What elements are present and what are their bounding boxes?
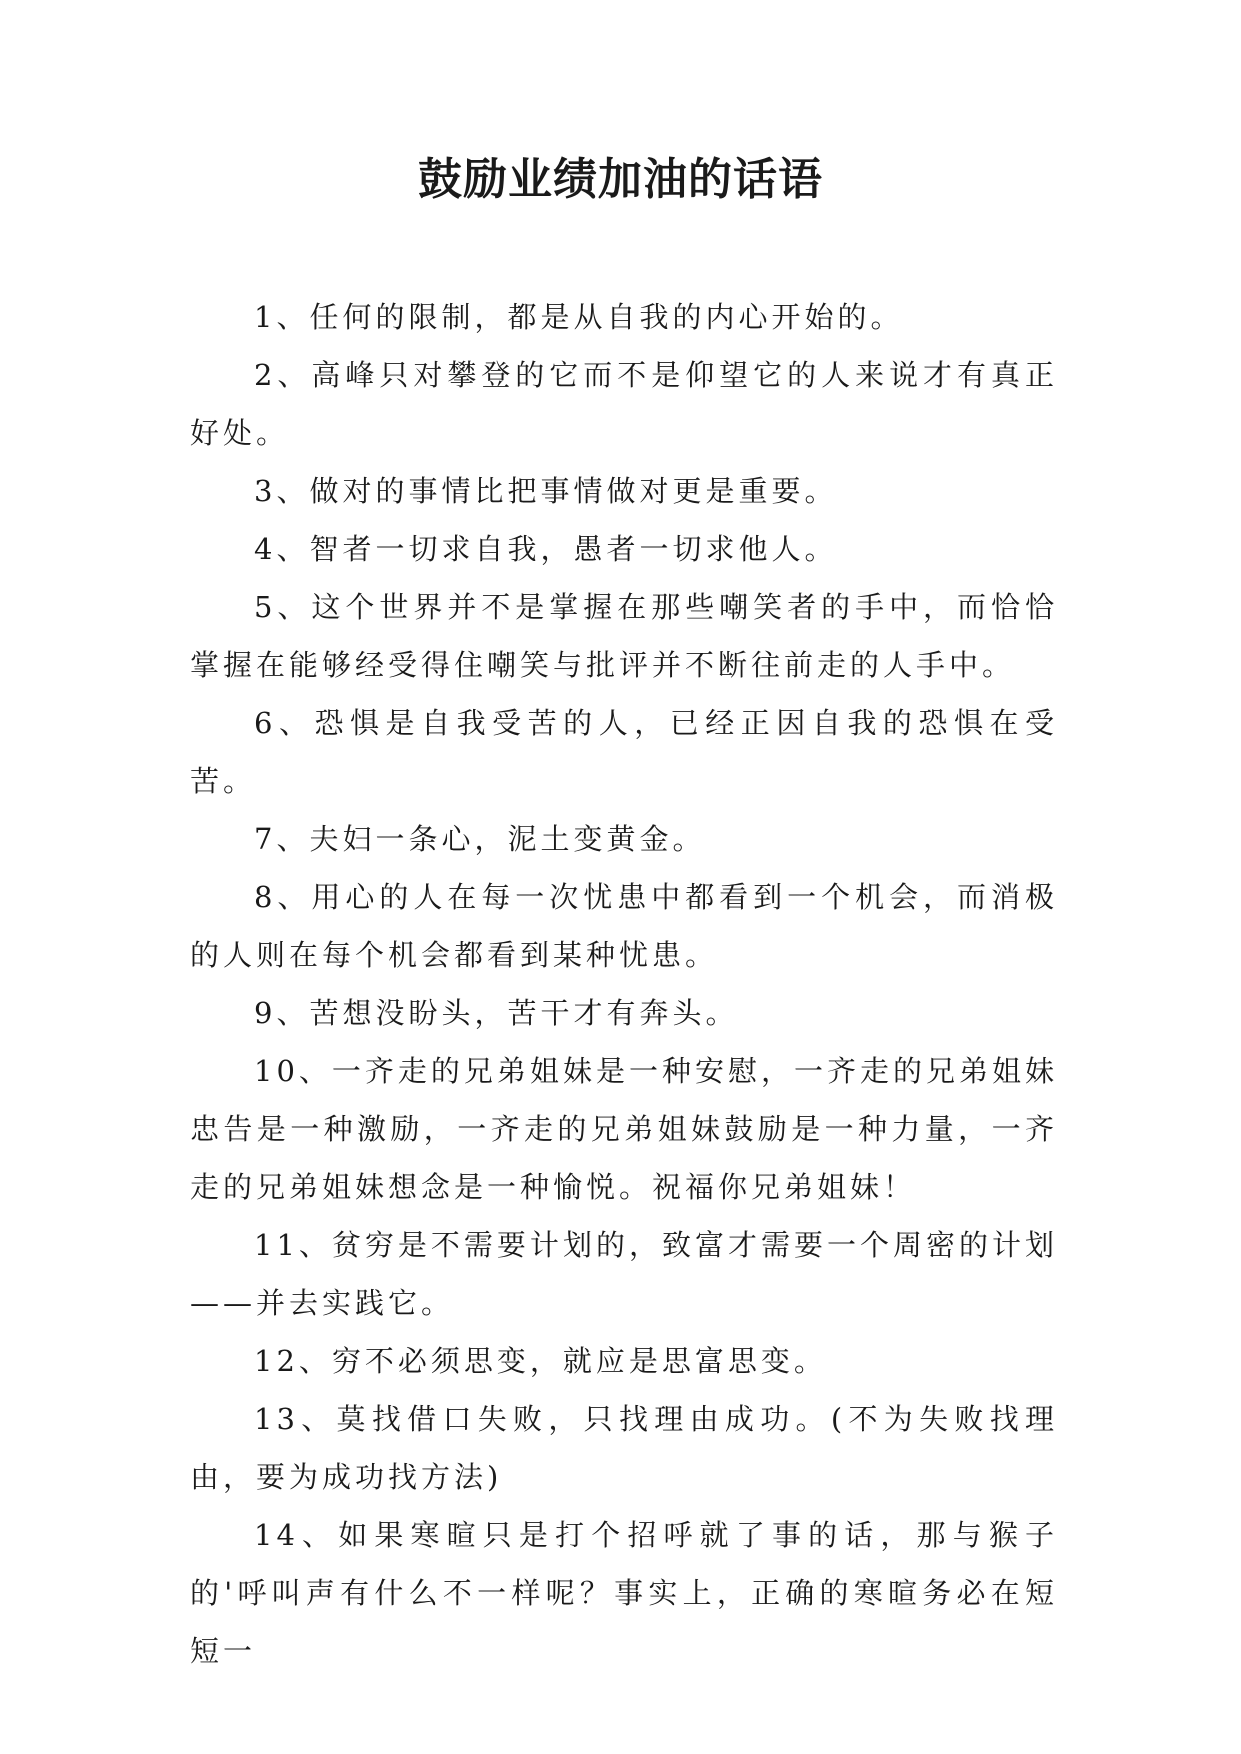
paragraph: 1、任何的限制，都是从自我的内心开始的。 [254, 300, 904, 334]
paragraph: 7、夫妇一条心，泥土变黄金。 [254, 822, 706, 856]
paragraph: 4、智者一切求自我，愚者一切求他人。 [254, 532, 838, 566]
paragraph: 5、这个世界并不是掌握在那些嘲笑者的手中，而恰恰掌握在能够经受得住嘲笑与批评并不断往前走的人手中。 [190, 590, 1058, 682]
paragraph: 10、一齐走的兄弟姐妹是一种安慰，一齐走的兄弟姐妹忠告是一种激励，一齐走的兄弟姐妹鼓励是一种力量，一齐走的兄弟姐妹想念是一种愉悦。祝福你兄弟姐妹！ [190, 1054, 1058, 1204]
paragraph: 8、用心的人在每一次忧患中都看到一个机会，而消极的人则在每个机会都看到某种忧患。 [190, 880, 1058, 972]
paragraph: 14、如果寒暄只是打个招呼就了事的话，那与猴子的'呼叫声有什么不一样呢？事实上，正确的寒暄务必在短短一 [190, 1518, 1058, 1668]
paragraph: 6、恐惧是自我受苦的人，已经正因自我的恐惧在受苦。 [190, 706, 1058, 798]
paragraph: 13、莫找借口失败，只找理由成功。(不为失败找理由，要为成功找方法) [190, 1402, 1058, 1494]
document-title: 鼓励业绩加油的话语 [418, 154, 823, 205]
paragraph: 11、贫穷是不需要计划的，致富才需要一个周密的计划——并去实践它。 [190, 1228, 1058, 1320]
paragraph: 12、穷不必须思变，就应是思富思变。 [254, 1344, 827, 1378]
document-body [190, 288, 1058, 1680]
paragraph: 3、做对的事情比把事情做对更是重要。 [254, 474, 838, 508]
paragraph: 9、苦想没盼头，苦干才有奔头。 [254, 996, 739, 1030]
paragraph: 2、高峰只对攀登的它而不是仰望它的人来说才有真正好处。 [190, 358, 1058, 450]
